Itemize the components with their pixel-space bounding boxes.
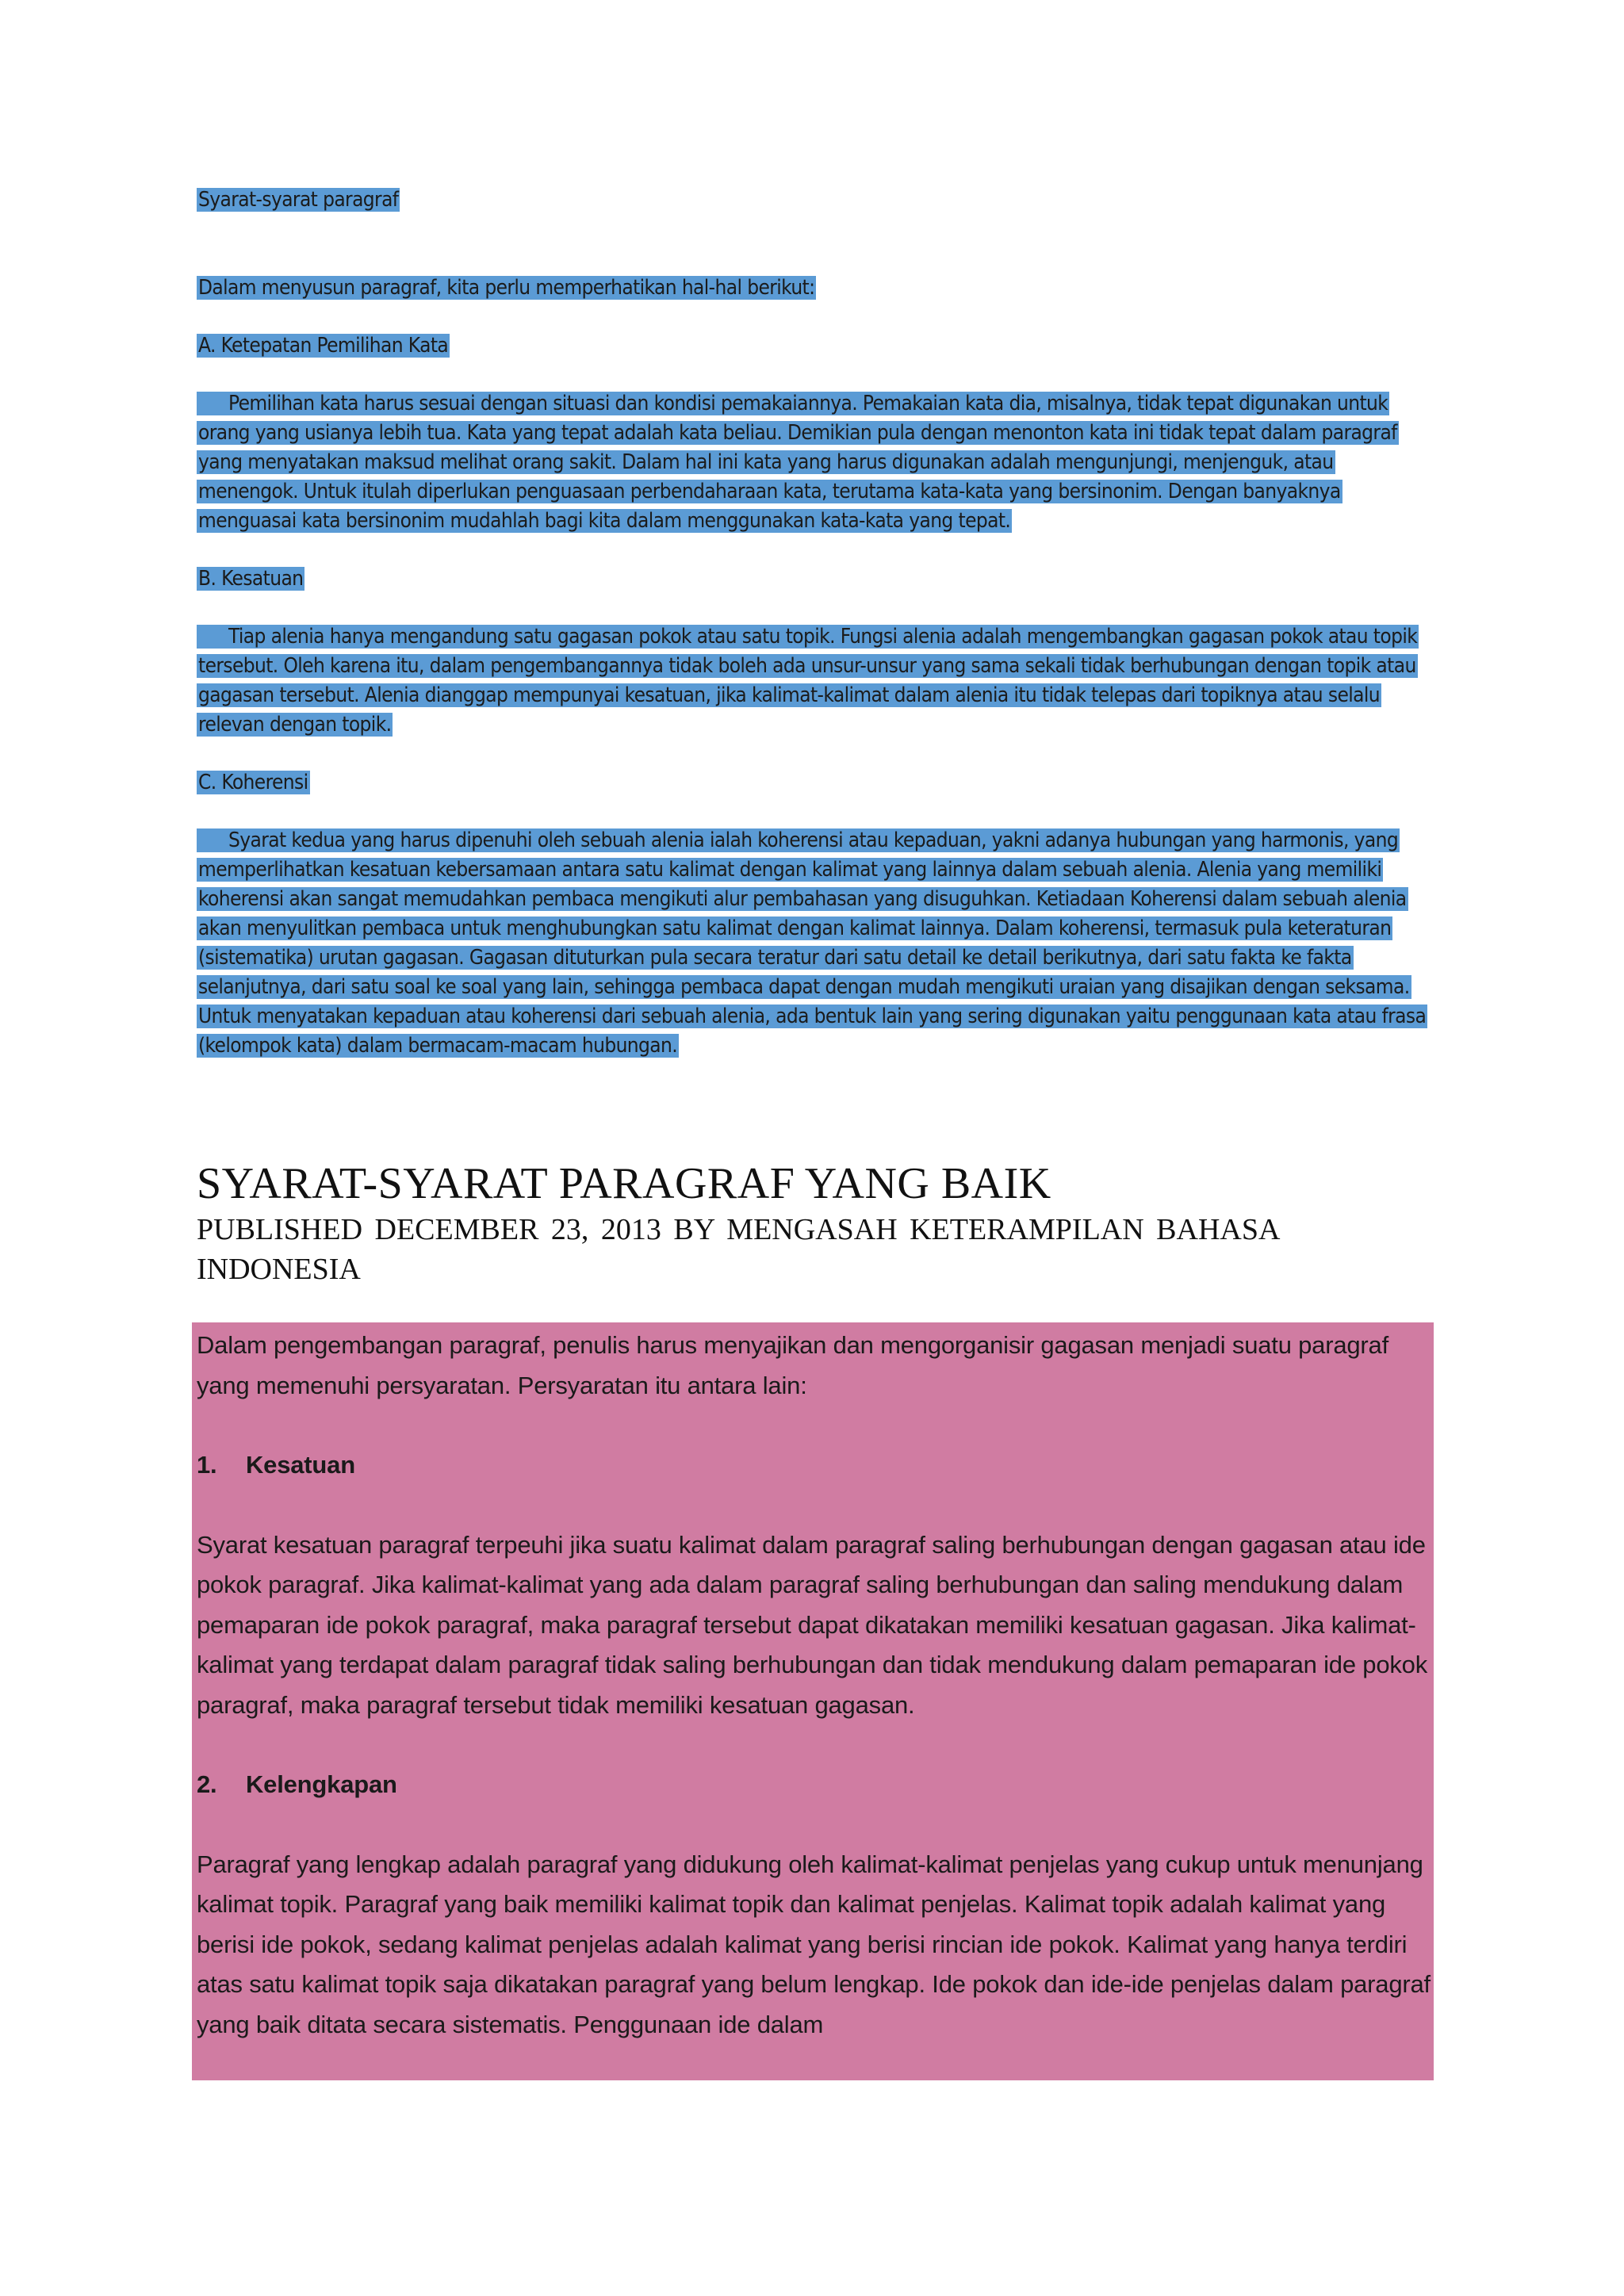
article-title: SYARAT-SYARAT PARAGRAF YANG BAIK xyxy=(197,1159,1051,1208)
blue-highlight-section xyxy=(197,186,1434,1061)
paragraph-koherensi: Syarat kedua yang harus dipenuhi oleh sebuah alenia ialah koherensi atau kepaduan, yakni adanya hubungan yang harmonis, yang memperlihatkan kesatuan kebersamaan antara satu kalimat dengan kalimat yang lainnya dalam sebuah alenia. Alenia yang memiliki koherensi akan sangat memudahkan pembaca mengikuti alur pembahasan yang disuguhkan. Ketiadaan Koherensi dalam sebuah alenia akan menyulitkan pembaca untuk menghubungkan satu kalimat dengan kalimat lainnya. Dalam koherensi, termasuk pula keteraturan (sistematika) urutan gagasan. Gagasan dituturkan pula secara teratur dari satu detail ke detail berikutnya, dari satu fakta ke fakta selanjutnya, dari satu soal ke soal yang lain, sehingga pembaca dapat dengan mudah mengikuti uraian yang disajikan dengan seksama. Untuk menyatakan kepaduan atau koherensi dari sebuah alenia, ada bentuk lain yang sering digunakan yaitu penggunaan kata atau frasa (kelompok kata) dalam bermacam-macam hubungan. xyxy=(198,828,1427,1058)
section-title: Syarat-syarat paragraf xyxy=(198,188,399,212)
item-heading-kelengkapan: 2. Kelengkapan xyxy=(197,1770,397,1798)
heading-ketepatan: A. Ketepatan Pemilihan Kata xyxy=(198,334,449,358)
heading-kesatuan: B. Kesatuan xyxy=(198,567,304,591)
article-byline: PUBLISHED DECEMBER 23, 2013 BY MENGASAH KETERAMPILAN BAHASA INDONESIA xyxy=(197,1213,1279,1286)
item-body-kesatuan: Syarat kesatuan paragraf terpeuhi jika suatu kalimat dalam paragraf saling berhubungan dengan gagasan atau ide pokok paragraf. Jika kalimat-kalimat yang ada dalam paragraf saling berhubungan dan saling mendukung dalam pemaparan ide pokok paragraf, maka paragraf tersebut dapat dikatakan memiliki kesatuan gagasan. Jika kalimat-kalimat yang terdapat dalam paragraf tidak saling berhubungan dan tidak mendukung dalam pemaparan ide pokok paragraf, maka paragraf tersebut tidak memiliki kesatuan gagasan. xyxy=(197,1530,1428,1719)
pink-intro: Dalam pengembangan paragraf, penulis harus menyajikan dan mengorganisir gagasan menjadi suatu paragraf yang memenuhi persyaratan. Persyaratan itu antara lain: xyxy=(197,1331,1389,1399)
heading-koherensi: C. Koherensi xyxy=(198,771,308,794)
paragraph-ketepatan: Pemilihan kata harus sesuai dengan situasi dan kondisi pemakaiannya. Pemakaian kata dia, misalnya, tidak tepat digunakan untuk orang yang usianya lebih tua. Kata yang tepat adalah kata beliau. Demikian pula dengan menonton kata ini tidak tepat dalam paragraf yang menyatakan maksud melihat orang sakit. Dalam hal ini kata yang harus digunakan adalah mengunjungi, menjenguk, atau menengok. Untuk itulah diperlukan penguasaan perbendaharaan kata, terutama kata-kata yang bersinonim. Dengan banyaknya menguasai kata bersinonim mudahlah bagi kita dalam menggunakan kata-kata yang tepat. xyxy=(198,392,1397,533)
intro-line: Dalam menyusun paragraf, kita perlu memperhatikan hal-hal berikut: xyxy=(198,276,815,300)
item-body-kelengkapan: Paragraf yang lengkap adalah paragraf yang didukung oleh kalimat-kalimat penjelas yang cukup untuk menunjang kalimat topik. Paragraf yang baik memiliki kalimat topik dan kalimat penjelas. Kalimat topik adalah kalimat yang berisi ide pokok, sedang kalimat penjelas adalah kalimat yang berisi rincian ide pokok. Kalimat yang hanya terdiri atas satu kalimat topik saja dikatakan paragraf yang belum lengkap. Ide pokok dan ide-ide penjelas dalam paragraf yang baik ditata secara sistematis. Penggunaan ide dalam xyxy=(197,1850,1431,2038)
paragraph-kesatuan: Tiap alenia hanya mengandung satu gagasan pokok atau satu topik. Fungsi alenia adalah mengembangkan gagasan pokok atau topik tersebut. Oleh karena itu, dalam pengembangannya tidak boleh ada unsur-unsur yang sama sekali tidak berhubungan dengan topik atau gagasan tersebut. Alenia dianggap mempunyai kesatuan, jika kalimat-kalimat dalam alenia itu tidak telepas dari topiknya atau selalu relevan dengan topik. xyxy=(198,625,1418,737)
pink-highlight-section xyxy=(197,1326,1431,2045)
article-heading xyxy=(197,1159,1434,1289)
item-heading-kesatuan: 1. Kesatuan xyxy=(197,1451,355,1479)
